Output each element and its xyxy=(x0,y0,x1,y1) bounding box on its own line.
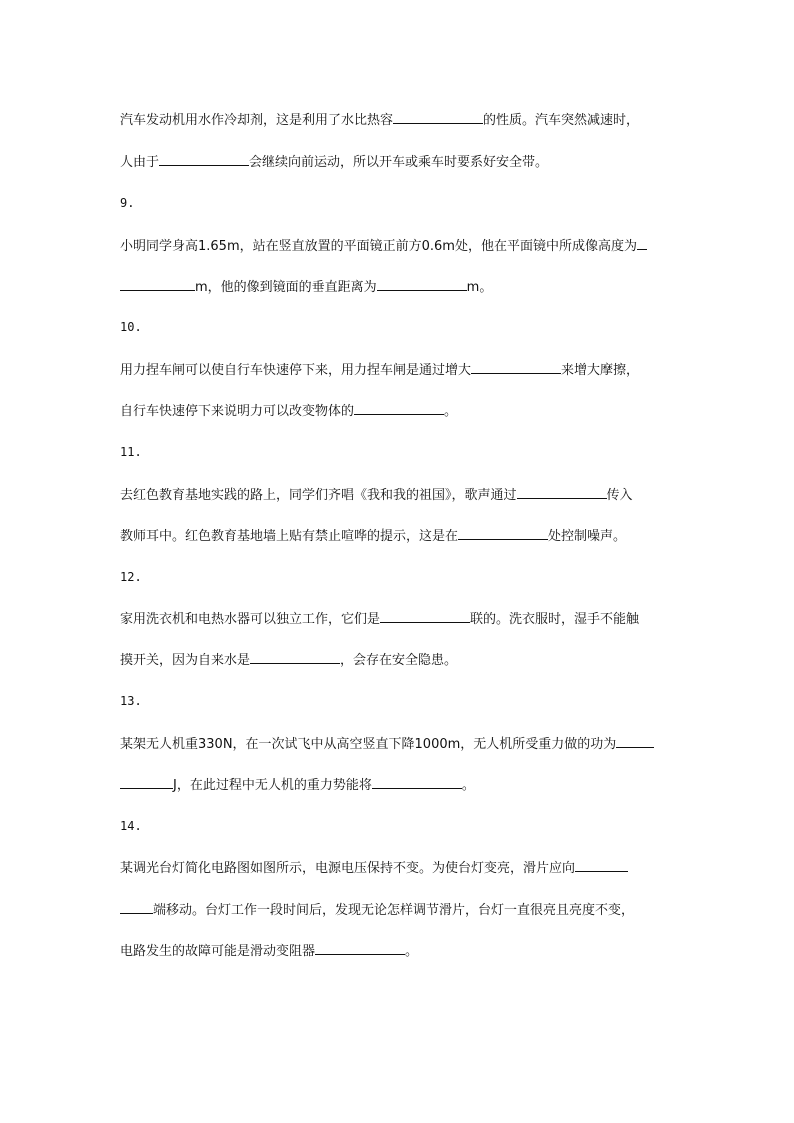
text: 某调光台灯简化电路图如图所示，电源电压保持不变。为使台灯变亮，滑片应向 xyxy=(120,861,576,876)
text: 。 xyxy=(461,778,475,793)
text: J，在此过程中无人机的重力势能将 xyxy=(173,778,372,793)
text-line xyxy=(120,650,457,669)
answer-blank xyxy=(377,277,467,291)
text-line xyxy=(120,236,647,255)
text: 端移动。台灯工作一段时间后，发现无论怎样调节滑片，台灯一直很亮且亮度不变， xyxy=(153,903,635,918)
answer-blank xyxy=(315,941,405,955)
text: 用力捏车闸可以使自行车快速停下来，用力捏车闸是通过增大 xyxy=(120,363,472,378)
answer-blank xyxy=(120,277,195,291)
answer-blank xyxy=(380,609,470,623)
answer-blank xyxy=(159,152,249,166)
text: 。 xyxy=(444,404,458,419)
answer-blank xyxy=(616,734,654,748)
text-line xyxy=(120,360,639,379)
text: 联的。洗衣服时，湿手不能触 xyxy=(470,612,640,627)
text-line xyxy=(120,152,548,171)
text: 。 xyxy=(405,944,419,959)
question-number: 14. xyxy=(120,819,142,833)
text-line xyxy=(120,734,654,753)
text: 人由于 xyxy=(120,155,160,170)
answer-blank xyxy=(458,526,548,540)
answer-blank xyxy=(250,650,340,664)
text-line xyxy=(120,526,626,545)
text: 某架无人机重330N，在一次试飞中从高空竖直下降1000m，无人机所受重力做的功为 xyxy=(120,737,617,752)
text: 家用洗衣机和电热水器可以独立工作，它们是 xyxy=(120,612,381,627)
text: 去红色教育基地实践的路上，同学们齐唱《我和我的祖国》，歌声通过 xyxy=(120,488,517,503)
answer-blank xyxy=(354,401,444,415)
text: 会继续向前运动，所以开车或乘车时要系好安全带。 xyxy=(249,155,549,170)
text: 来增大摩擦， xyxy=(561,363,640,378)
text-line xyxy=(120,277,492,296)
answer-blank xyxy=(120,775,173,789)
text: 教师耳中。红色教育基地墙上贴有禁止喧哗的提示，这是在 xyxy=(120,529,459,544)
question-number: 13. xyxy=(120,694,142,708)
text: m。 xyxy=(466,280,493,295)
text-line xyxy=(120,941,418,960)
question-number: 11. xyxy=(120,445,142,459)
answer-blank xyxy=(517,485,607,499)
text-line xyxy=(120,110,639,129)
answer-blank xyxy=(471,360,561,374)
answer-blank xyxy=(372,775,462,789)
text: 摸开关，因为自来水是 xyxy=(120,653,251,668)
text-line xyxy=(120,900,634,919)
question-number: 12. xyxy=(120,570,142,584)
text-line xyxy=(120,609,639,628)
answer-blank xyxy=(637,236,647,250)
text: 电路发生的故障可能是滑动变阻器 xyxy=(120,944,316,959)
answer-blank xyxy=(120,900,153,914)
text: 自行车快速停下来说明力可以改变物体的 xyxy=(120,404,355,419)
text: m，他的像到镜面的垂直距离为 xyxy=(195,280,377,295)
text-line xyxy=(120,485,633,504)
text: ，会存在安全隐患。 xyxy=(340,653,458,668)
question-number: 9. xyxy=(120,196,135,210)
text-line xyxy=(120,858,628,877)
text: 处控制噪声。 xyxy=(548,529,627,544)
text: 的性质。汽车突然减速时， xyxy=(483,113,640,128)
text-line xyxy=(120,775,475,794)
text-line xyxy=(120,401,457,420)
text: 小明同学身高1.65m，站在竖直放置的平面镜正前方0.6m处，他在平面镜中所成像高度为 xyxy=(120,239,637,254)
question-number: 10. xyxy=(120,320,142,334)
answer-blank xyxy=(393,110,483,124)
text: 汽车发动机用水作冷却剂，这是利用了水比热容 xyxy=(120,113,394,128)
text: 传入 xyxy=(606,488,633,503)
answer-blank xyxy=(575,858,628,872)
